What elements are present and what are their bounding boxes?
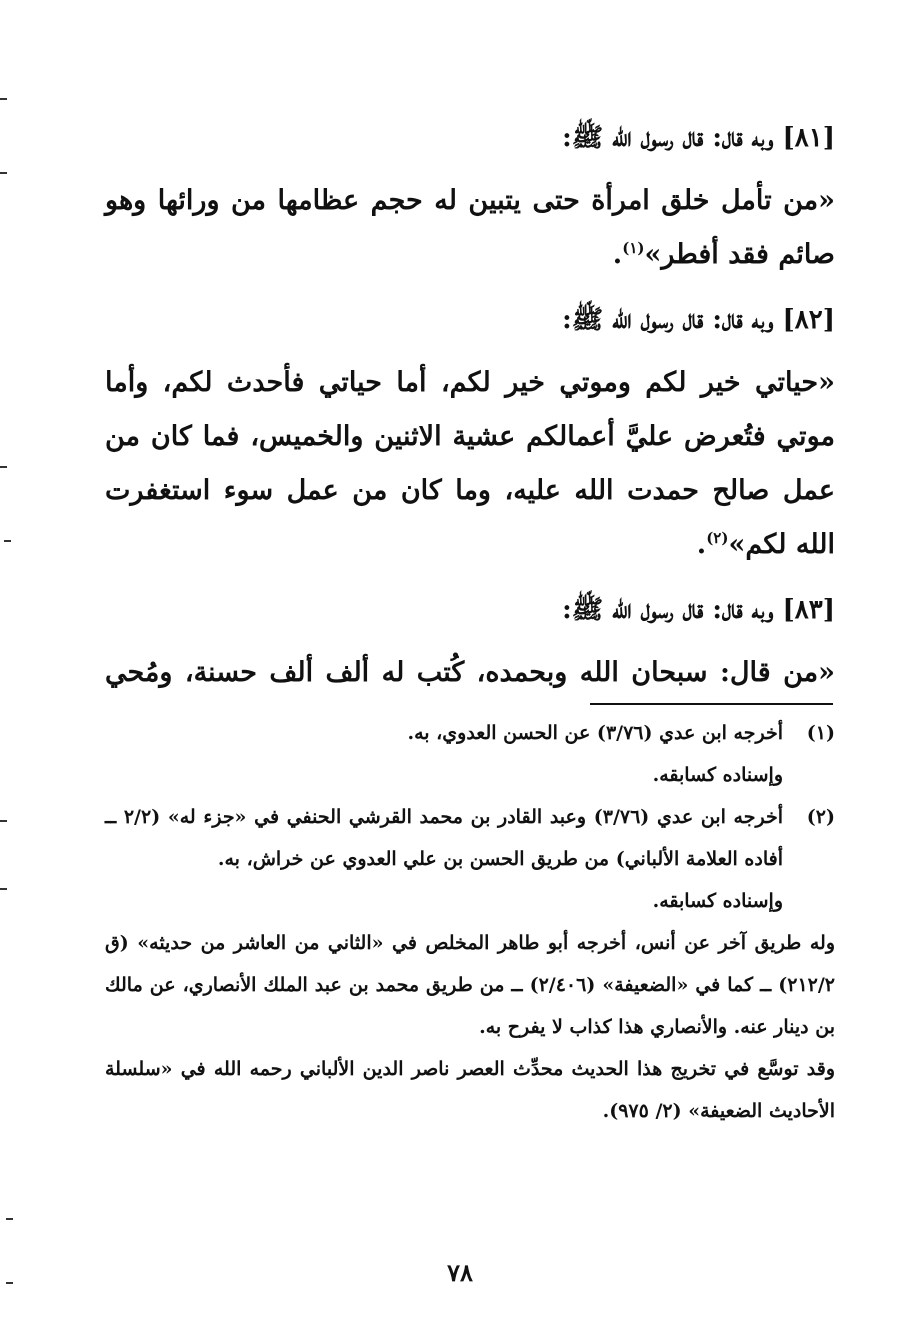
footnote-line: وإسناده كسابقه.	[652, 890, 783, 912]
footnote-paragraph: وقد توسَّع في تخريج هذا الحديث محدِّث العصر ناصر الدين الألباني رحمه الله في «سلسلة الأحاديث الضعيفة» (٢/ ٩٧٥).	[105, 1058, 835, 1122]
entry-heading: [٨١] وبه قال: قال رسول الله ﷺ:	[562, 123, 835, 153]
footnote-number: (٢)	[806, 806, 835, 828]
footnote	[105, 712, 835, 796]
hadith-text	[105, 356, 835, 572]
footnote-line: وإسناده كسابقه.	[652, 764, 783, 786]
footnotes	[105, 712, 835, 1132]
scan-mark	[0, 888, 7, 890]
footnote-body	[105, 796, 783, 922]
entry-heading: [٨٣] وبه قال: قال رسول الله ﷺ:	[562, 595, 835, 625]
footnote-ref: (٢)	[706, 529, 729, 547]
scan-mark	[0, 98, 7, 100]
main-text	[105, 118, 835, 718]
scan-mark	[4, 540, 11, 542]
footnote	[105, 796, 835, 922]
footnote-line: أخرجه ابن عدي (٣/٧٦) وعبد القادر بن محمد القرشي الحنفي في «جزء له» (٢/٢ ــ أفاده العلامة الألباني) من طريق الحسن بن علي العدوي عن خراش، به.	[105, 806, 783, 870]
footnote-paragraph: وله طريق آخر عن أنس، أخرجه أبو طاهر المخلص في «الثاني من العاشر من حديثه» (ق ٢١٢/٢) ــ كما في «الضعيفة» (٢/٤٠٦) ــ من طريق محمد بن عبد الملك الأنصاري، عن مالك بن دينار عنه. والأنصاري هذا كذاب لا يفرح به.	[105, 932, 835, 1038]
hadith-body: «حياتي خير لكم وموتي خير لكم، أما حياتي فأحدث لكم، وأما موتي فتُعرض عليَّ أعمالكم عشية الاثنين والخميس، فما كان من عمل صالح حمدت الله عليه، وما كان من عمل سوء استغفرت الله لكم»	[105, 367, 835, 560]
footnote-divider	[590, 703, 833, 705]
scan-mark	[0, 466, 7, 468]
entry-heading: [٨٢] وبه قال: قال رسول الله ﷺ:	[562, 305, 835, 335]
hadith-text	[105, 646, 835, 700]
scan-mark	[0, 820, 7, 822]
footnote-body	[105, 712, 783, 796]
hadith-text	[105, 174, 835, 282]
footnote-line: أخرجه ابن عدي (٣/٧٦) عن الحسن العدوي، به.	[407, 722, 783, 744]
footnote-number: (١)	[806, 722, 835, 744]
hadith-body: «من قال: سبحان الله وبحمده، كُتب له ألف ألف حسنة، ومُحي	[105, 657, 835, 688]
hadith-end: .	[696, 529, 707, 560]
footnote-ref: (١)	[622, 239, 645, 257]
scan-mark	[0, 172, 7, 174]
page-number: ٧٨	[447, 1258, 473, 1287]
scan-mark	[6, 1218, 13, 1220]
hadith-end: .	[612, 239, 623, 270]
hadith-body: «من تأمل خلق امرأة حتى يتبين له حجم عظامها من ورائها وهو صائم فقد أفطر»	[105, 185, 835, 270]
